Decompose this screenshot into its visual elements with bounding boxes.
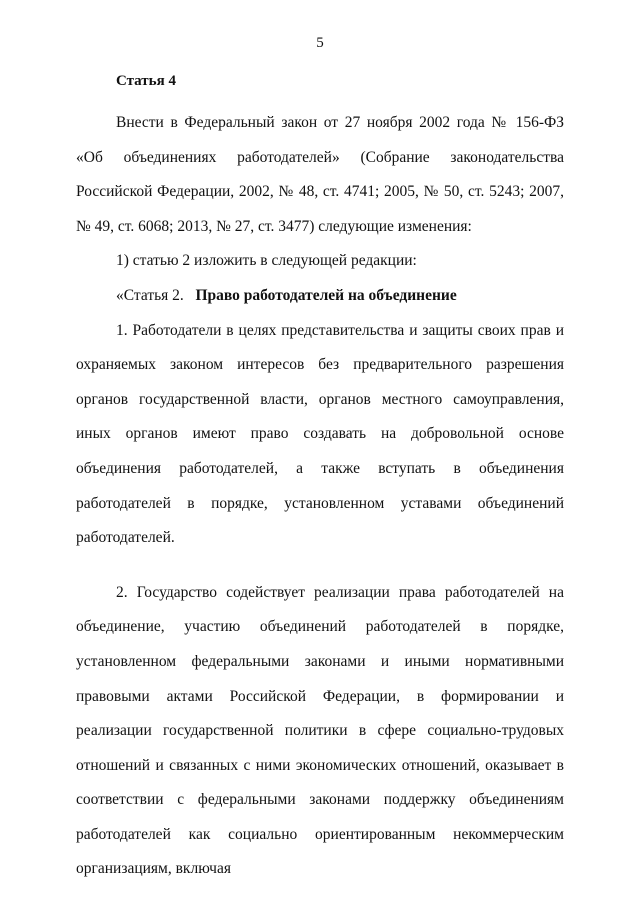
paragraph-2: 2. Государство содействует реализации права работодателей на объединение, участию объединений работодателей в порядке, установленном федеральными законами и иными нормативными правовыми актами Российской Федерации, в формировании и реализации государственной политики в сфере социально-трудовых отношений и связанных с ними экономических отношений, оказывает в соответствии с федеральными законами поддержку объединениям работодателей как социально ориентированным некоммерческим организациям, включая xyxy=(76,583,564,878)
new-article-title-line xyxy=(76,279,564,314)
new-article-prefix: «Статья 2. xyxy=(116,286,196,304)
intro-paragraph: Внести в Федеральный закон от 27 ноября 2002 года № 156-ФЗ «Об объединениях работодателей» (Собрание законодательства Российской Федерации, 2002, № 48, ст. 4741; 2005, № 50, ст. 5243; 2007, № 49, ст. 6068; 2013, № 27, ст. 3477) следующие изменения: xyxy=(76,114,564,235)
article-heading: Статья 4 xyxy=(116,73,176,89)
page-number: 5 xyxy=(316,35,324,51)
new-article-title: Право работодателей на объединение xyxy=(195,286,457,304)
paragraph-1: 1. Работодатели в целях представительства и защиты своих прав и охраняемых законом интересов без предварительного разрешения органов государственной власти, органов местного самоуправления, иных органов имеют право создавать на добровольной основе объединения работодателей, а также вступать в объединения работодателей в порядке, установленном уставами объединений работодателей. xyxy=(76,321,564,547)
amendment-item-1: 1) статью 2 изложить в следующей редакции: xyxy=(116,252,417,270)
document-body xyxy=(76,106,564,887)
